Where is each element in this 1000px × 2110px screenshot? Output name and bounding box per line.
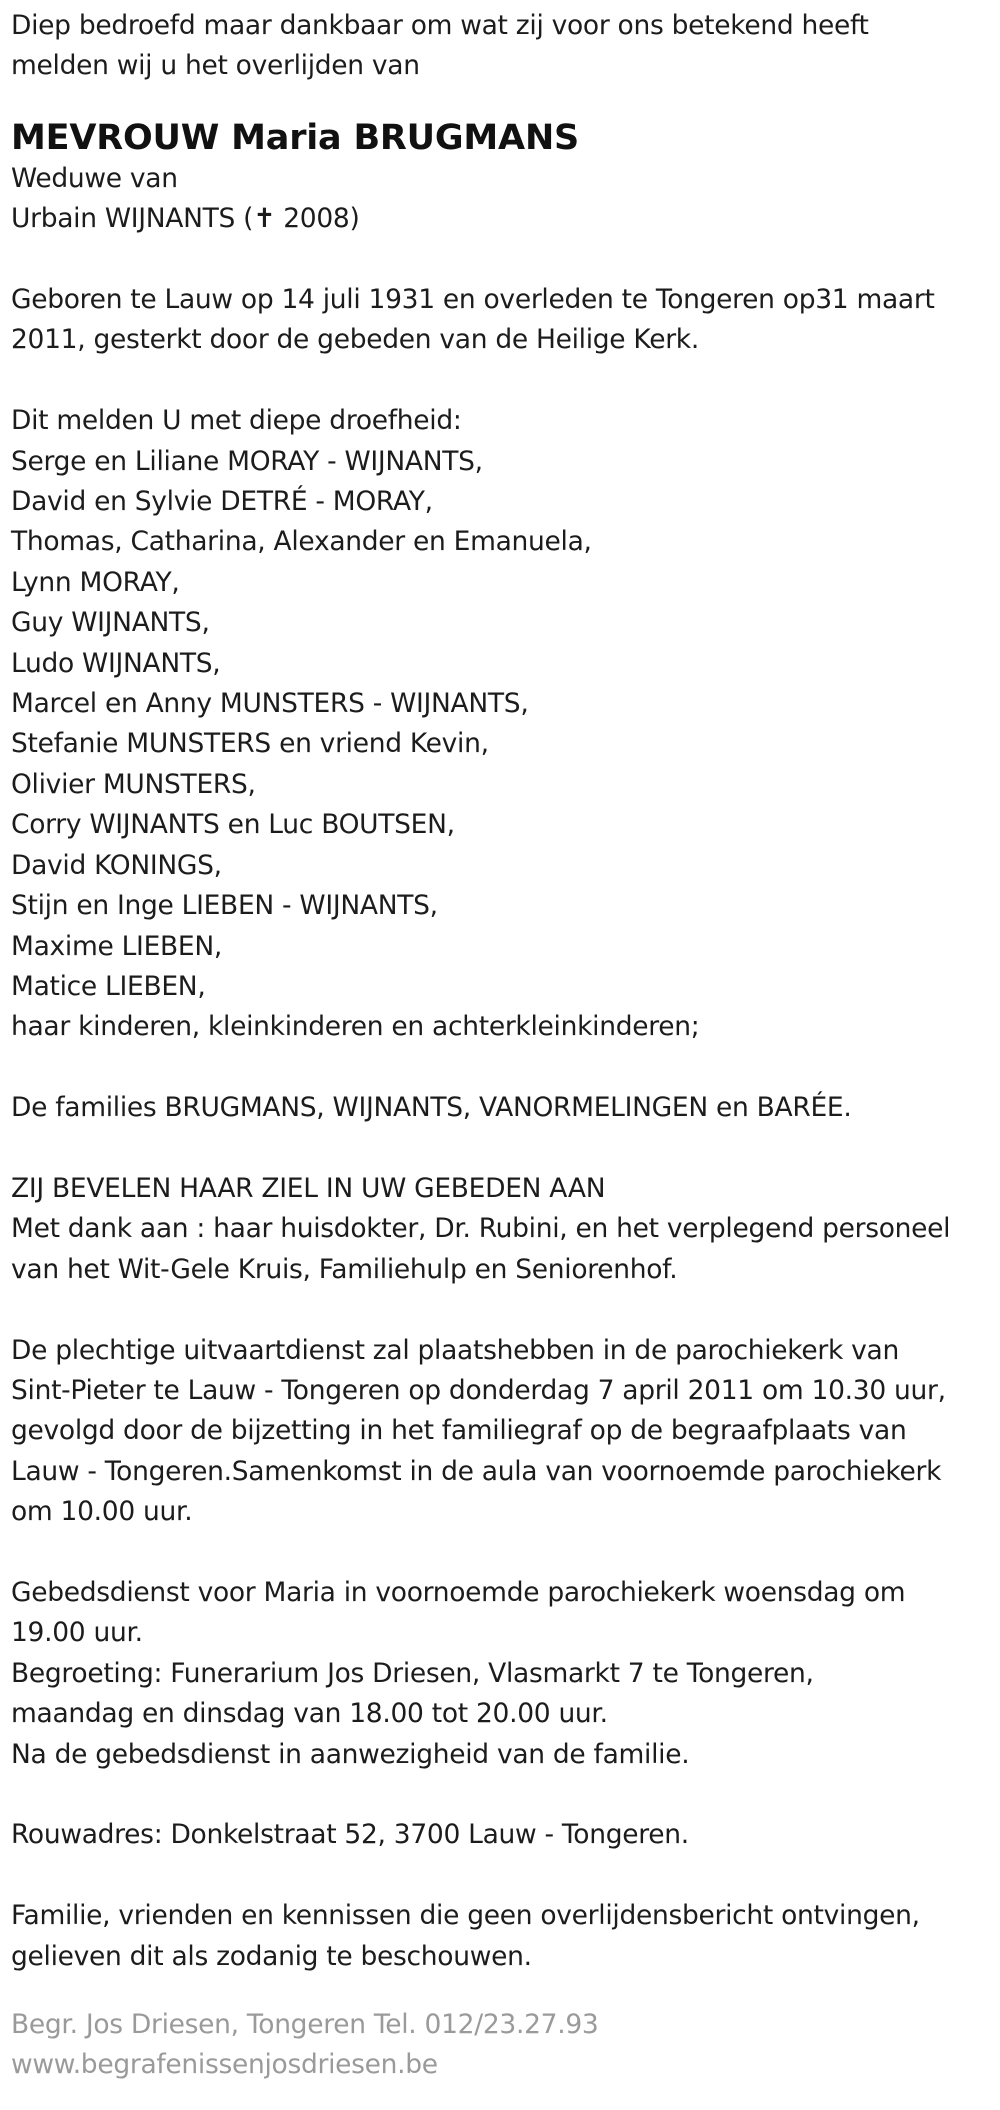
mourner-line: David KONINGS, (11, 849, 222, 881)
vigil-line: Na de gebedsdienst in aanwezigheid van de familie. (11, 1738, 690, 1770)
service-line: gevolgd door de bijzetting in het familiegraf op de begraafplaats van (11, 1415, 907, 1447)
spacer (11, 361, 989, 401)
vigil-line: 19.00 uur. (11, 1617, 143, 1649)
deceased-name-title: MEVROUW Maria BRUGMANS (11, 117, 580, 158)
birth-section (11, 280, 989, 361)
service-line: Lauw - Tongeren.Samenkomst in de aula van voornoemde parochiekerk (11, 1455, 942, 1487)
vigil-line: maandag en dinsdag van 18.00 tot 20.00 uur. (11, 1698, 608, 1730)
vigil-line: Begroeting: Funerarium Jos Driesen, Vlasmarkt 7 te Tongeren, (11, 1657, 814, 1689)
mourner-line: Thomas, Catharina, Alexander en Emanuela, (11, 526, 592, 558)
mourner-line: Matice LIEBEN, (11, 970, 206, 1002)
prayer-section (11, 1169, 989, 1290)
mourner-line: David en Sylvie DETRÉ - MORAY, (11, 486, 433, 518)
spacer (11, 1048, 989, 1088)
intro-line: Diep bedroefd maar dankbaar om wat zij voor ons betekend heeft (11, 10, 869, 41)
mourner-line: Guy WIJNANTS, (11, 607, 210, 639)
notice-line: Familie, vrienden en kennissen die geen overlijdensbericht ontvingen, (11, 1900, 920, 1932)
notice-line: gelieven dit als zodanig te beschouwen. (11, 1940, 532, 1972)
mourner-line: Maxime LIEBEN, (11, 930, 222, 962)
spacer (11, 1290, 989, 1330)
prayer-heading: ZIJ BEVELEN HAAR ZIEL IN UW GEBEDEN AAN (11, 1172, 606, 1204)
mourner-line: Ludo WIJNANTS, (11, 647, 221, 679)
undertaker-line: Begr. Jos Driesen, Tongeren Tel. 012/23.27.93 (11, 2008, 599, 2040)
mourner-line: Corry WIJNANTS en Luc BOUTSEN, (11, 809, 455, 841)
birth-line: 2011, gesterkt door de gebeden van de Heilige Kerk. (11, 324, 699, 356)
website-link[interactable]: www.begrafenissenjosdriesen.be (11, 2049, 438, 2081)
birth-line: Geboren te Lauw op 14 juli 1931 en overleden te Tongeren op31 maart (11, 284, 935, 316)
thanks-line: van het Wit-Gele Kruis, Familiehulp en Seniorenhof. (11, 1253, 678, 1285)
widow-line: Weduwe van (11, 162, 178, 194)
vigil-section (11, 1573, 989, 1775)
thanks-line: Met dank aan : haar huisdokter, Dr. Rubini, en het verplegend personeel (11, 1213, 951, 1245)
vigil-line: Gebedsdienst voor Maria in voornoemde parochiekerk woensdag om (11, 1576, 906, 1608)
widow-line: Urbain WIJNANTS (✝ 2008) (11, 203, 360, 235)
service-line: om 10.00 uur. (11, 1496, 193, 1528)
families-line: De families BRUGMANS, WIJNANTS, VANORMELINGEN en BARÉE. (11, 1092, 852, 1124)
spacer (11, 1775, 989, 1815)
notice-section (11, 1896, 989, 1977)
spacer (11, 1129, 989, 1169)
mourner-line: Stijn en Inge LIEBEN - WIJNANTS, (11, 890, 438, 922)
widow-section (11, 159, 989, 240)
spacer (11, 1533, 989, 1573)
footer (11, 2005, 989, 2086)
spacer (11, 240, 989, 280)
mourners-section (11, 401, 989, 1048)
service-section (11, 1331, 989, 1533)
mourners-heading: Dit melden U met diepe droefheid: (11, 405, 462, 437)
service-line: Sint-Pieter te Lauw - Tongeren op donderdag 7 april 2011 om 10.30 uur, (11, 1374, 946, 1406)
intro-line: melden wij u het overlijden van (11, 50, 420, 82)
mourner-line: Stefanie MUNSTERS en vriend Kevin, (11, 728, 489, 760)
mourners-closing: haar kinderen, kleinkinderen en achterkleinkinderen; (11, 1011, 700, 1043)
service-line: De plechtige uitvaartdienst zal plaatshebben in de parochiekerk van (11, 1334, 899, 1366)
mourner-line: Olivier MUNSTERS, (11, 768, 256, 800)
mourner-line: Marcel en Anny MUNSTERS - WIJNANTS, (11, 688, 529, 720)
mourner-line: Lynn MORAY, (11, 566, 180, 598)
intro-section (11, 6, 989, 87)
address-line: Rouwadres: Donkelstraat 52, 3700 Lauw - Tongeren. (11, 1819, 689, 1851)
mourner-line: Serge en Liliane MORAY - WIJNANTS, (11, 445, 483, 477)
spacer (11, 1856, 989, 1896)
